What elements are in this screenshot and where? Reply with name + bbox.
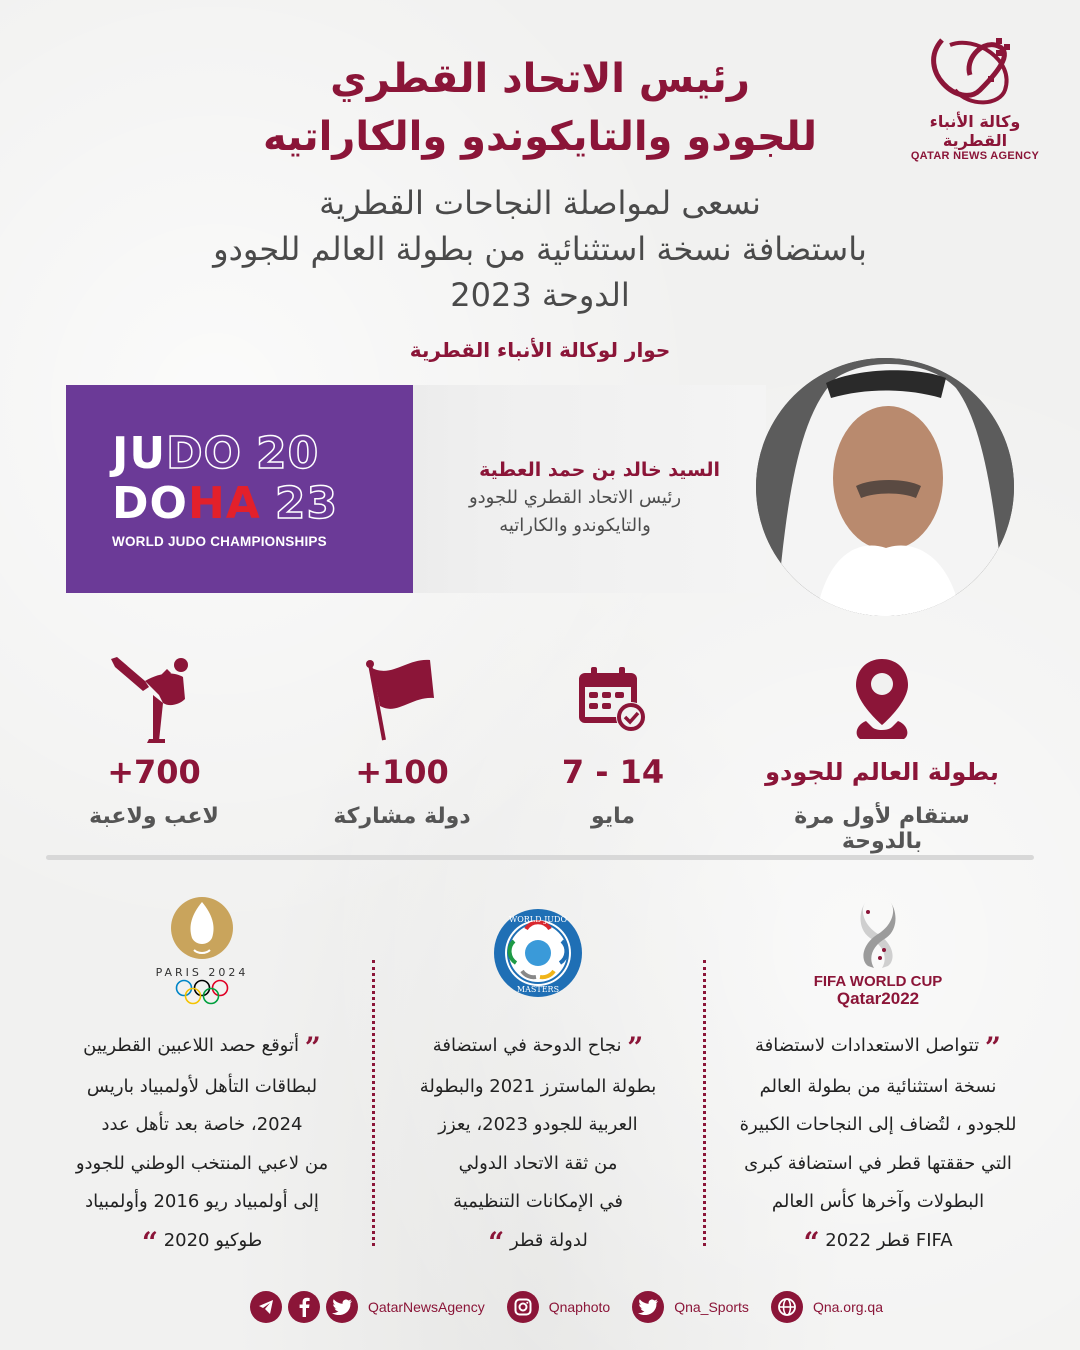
column-divider xyxy=(703,960,706,1246)
location-pin-icon xyxy=(852,655,912,745)
stat-value: 100+ xyxy=(355,753,449,791)
stat-label: مايو xyxy=(591,804,635,829)
open-quote-icon: ” xyxy=(627,1031,644,1064)
open-quote-icon: ” xyxy=(984,1031,1001,1064)
portrait-icon xyxy=(756,358,1014,616)
stat-value: 700+ xyxy=(107,753,201,791)
paris-flame-icon xyxy=(170,896,234,960)
svg-text:MASTERS: MASTERS xyxy=(516,984,560,994)
portrait-photo xyxy=(756,358,1014,616)
instagram-icon[interactable] xyxy=(507,1291,539,1323)
person-role: رئيس الاتحاد القطري للجودو والتايكوندو والكاراتيه xyxy=(468,487,682,536)
fifa-world-cup-logo: FIFA WORLD CUP Qatar2022 xyxy=(718,890,1038,1015)
interview-label: حوار لوكالة الأنباء القطرية xyxy=(409,338,671,362)
svg-text:WORLD JUDO: WORLD JUDO xyxy=(509,914,567,924)
facebook-twitter-handle[interactable]: QatarNewsAgency xyxy=(368,1299,485,1315)
twitter-icon[interactable] xyxy=(326,1291,358,1323)
world-cup-emblem-icon xyxy=(858,898,898,970)
column-divider xyxy=(372,960,375,1246)
section-divider xyxy=(46,855,1034,860)
judo-doha-2023-logo: JU DO 20 DO HA 23 WORLD JUDO CHAMPIONSHIPS xyxy=(112,432,372,549)
close-quote-icon: “ xyxy=(488,1225,505,1259)
karate-kick-icon xyxy=(109,655,199,745)
close-quote-icon: “ xyxy=(803,1225,820,1259)
globe-icon[interactable] xyxy=(771,1291,803,1323)
open-quote-icon: ” xyxy=(304,1031,321,1064)
stat-athletes xyxy=(24,650,284,829)
telegram-icon[interactable] xyxy=(250,1291,282,1323)
stat-label: ستقام لأول مرة بالدوحة xyxy=(794,804,970,854)
qna-emblem-icon xyxy=(920,30,1030,110)
stat-countries xyxy=(272,650,532,829)
paris-2024-logo: PARIS 2024 xyxy=(42,890,362,1015)
website-link[interactable]: Qna.org.qa xyxy=(812,1299,883,1315)
quote-text: ” تتواصل الاستعدادات لاستضافة نسخة استثنائية من بطولة العالم للجودو ، لتُضاف إلى النجاحات الكبيرة التي حققتها قطر في استضافة كبرى البطولات وآخرها كأس العالم FIFA قطر 2022 “ xyxy=(739,1031,1017,1259)
twitter-sports-icon[interactable] xyxy=(632,1291,664,1323)
quote-paris-2024 xyxy=(42,890,362,1262)
flag-icon xyxy=(362,658,442,743)
twitter-sports-handle[interactable]: Qna_Sports xyxy=(674,1299,749,1315)
quote-world-cup xyxy=(718,890,1038,1262)
quote-text: ” أتوقع حصد اللاعبين القطريين لبطاقات التأهل لأولمبياد باريس 2024، خاصة بعد تأهل عدد من لاعبي المنتخب الوطني للجودو إلى أولمبياد ريو 2016 وأولمبياد طوكيو 2020 “ xyxy=(75,1031,329,1259)
quote-text: ” نجاح الدوحة في استضافة بطولة الماسترز 2021 والبطولة العربية للجودو 2023، يعزز من ثقة الاتحاد الدولي في الإمكانات التنظيمية لدولة قطر “ xyxy=(419,1031,657,1259)
stat-label: لاعب ولاعبة xyxy=(89,804,219,829)
olympic-rings-icon xyxy=(174,979,230,1005)
judo-masters-emblem-icon xyxy=(492,907,584,999)
stat-value: 14 - 7 xyxy=(561,753,665,791)
instagram-handle[interactable]: Qnaphoto xyxy=(548,1299,611,1315)
facebook-icon[interactable] xyxy=(288,1291,320,1323)
qna-logo-arabic: وكالة الأنباء القطرية xyxy=(929,112,1021,150)
qna-logo-english: QATAR NEWS AGENCY xyxy=(910,150,1040,162)
world-judo-masters-logo xyxy=(378,890,698,1015)
quote-judo-masters xyxy=(378,890,698,1262)
stat-value: بطولة العالم للجودو xyxy=(765,758,999,786)
stat-label: دولة مشاركة xyxy=(333,804,471,829)
page-subtitle: نسعى لمواصلة النجاحات القطرية باستضافة نسخة استثنائية من بطولة العالم للجودو الدوحة 2023 xyxy=(213,184,867,314)
page-title: رئيس الاتحاد القطري للجودو والتايكوندو والكاراتيه xyxy=(262,56,817,160)
person-info xyxy=(430,456,720,540)
person-name: السيد خالد بن حمد العطية xyxy=(479,459,720,481)
social-footer xyxy=(250,1290,899,1324)
judo-logo-caption: WORLD JUDO CHAMPIONSHIPS xyxy=(112,534,327,549)
close-quote-icon: “ xyxy=(141,1225,158,1259)
qna-logo xyxy=(900,30,1050,162)
calendar-check-icon xyxy=(577,665,649,735)
stat-venue xyxy=(752,650,1012,854)
